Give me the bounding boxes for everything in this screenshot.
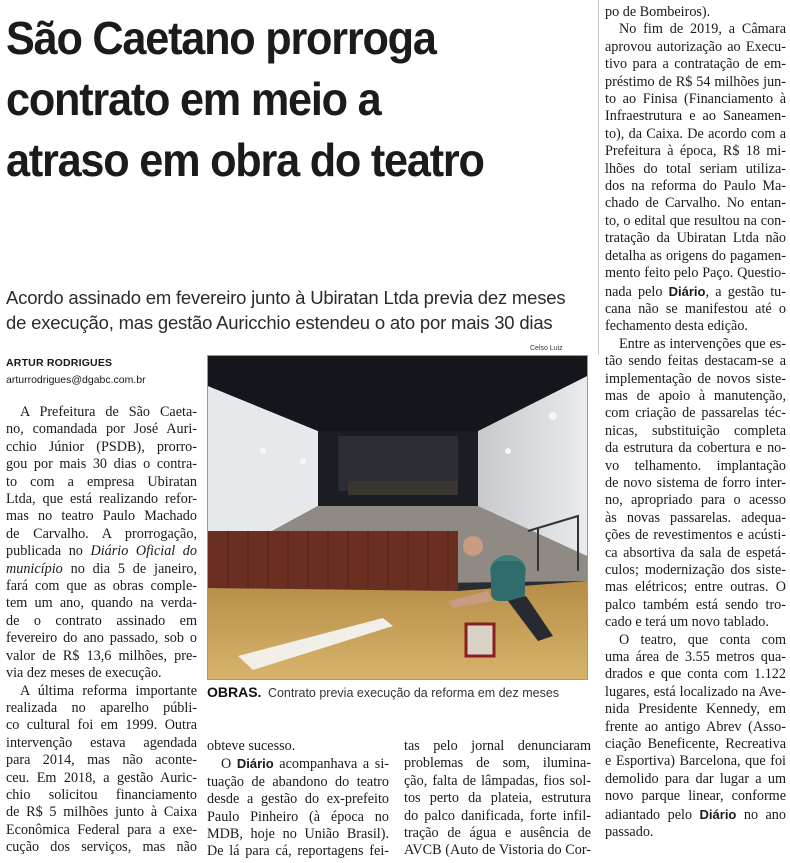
text-line: tratação da Ubiratan Ltda não <box>605 230 786 247</box>
text-line: passado. <box>605 824 654 841</box>
text-line: drados e que conta com 1.122 <box>605 666 786 683</box>
text-line: e Esportiva) Barcelona, que foi <box>605 753 786 770</box>
text-line: tos perto da plateia, estrutura <box>404 790 591 807</box>
text-line: nicas, substituição completa <box>605 422 786 439</box>
newspaper-name: Diário <box>236 756 274 772</box>
text-line: aprovou autorização ao Execu- <box>605 38 786 55</box>
paragraph <box>404 738 591 860</box>
text-line: cana não se manifestou até o <box>605 300 786 317</box>
text-line: fará com que as obras comple- <box>6 578 197 595</box>
article-column-2 <box>207 738 389 861</box>
text-line: cução dos serviços, mas não <box>6 839 197 856</box>
paragraph <box>207 755 389 860</box>
text-line: frente ao antigo Abrev (Asso- <box>605 718 786 735</box>
text-line <box>605 806 786 824</box>
text-line: ca absortiva da sala de espetá- <box>605 544 786 561</box>
text-line: da estrutura da cobertura e no- <box>605 440 786 457</box>
text-line: to), da Caixa. De acordo com a <box>605 125 786 142</box>
text-line <box>605 283 786 301</box>
text-line: tas pelo jornal denunciaram <box>404 738 591 754</box>
text-line: cado e terá um novo tablado. <box>605 614 769 631</box>
headline-line: contrato em meio a <box>6 73 381 125</box>
text-line: de novo sistema de forro inter- <box>605 474 786 491</box>
text-line: com criação de passarelas téc- <box>605 405 786 422</box>
text-line: tração de água e ausência de <box>404 825 591 842</box>
text-line: de R$ 5 milhões junto à Caixa <box>6 804 197 821</box>
article-column-4 <box>605 4 786 842</box>
text-line: po de Bombeiros). <box>605 4 711 20</box>
paragraph <box>605 4 786 21</box>
text-line: nida Presidente Kennedy, em <box>605 701 786 718</box>
text-line: O teatro, que conta com <box>619 631 786 648</box>
text-run: no dia 5 de janeiro, <box>62 560 197 577</box>
text-line: mas no teatro Paulo Machado <box>6 508 197 525</box>
paragraph <box>6 404 197 683</box>
text-line: vo telhamento. implantação <box>605 457 786 474</box>
text-line: Entre as intervenções que es- <box>619 335 786 352</box>
text-line: gou por mais 30 dias o contra- <box>6 456 197 473</box>
article-column-3 <box>404 738 591 860</box>
text-line: dos na reforma do Paulo Ma- <box>605 178 786 195</box>
author-email[interactable]: arturrodrigues@dgabc.com.br <box>6 374 146 386</box>
text-line: lugares, está localizado na Ave- <box>605 683 786 700</box>
text-line: culos; modernização dos siste- <box>605 562 786 578</box>
author-byline: ARTUR RODRIGUES <box>6 357 113 369</box>
text-line: palco também está sendo tro- <box>605 596 786 613</box>
text-run: no ano <box>736 806 786 823</box>
text-line: do palco danificada, forte infil- <box>404 807 591 824</box>
text-line: A última reforma importante <box>20 682 197 699</box>
newspaper-name: Diário <box>668 283 706 299</box>
text-line: fevereiro do ano passado, sob o <box>6 630 197 647</box>
text-line: to com a empresa Ubiratan <box>6 473 197 490</box>
text-line: Ltda, que está realizando refor- <box>6 491 197 508</box>
text-line: mas elétricos; entre outras. O <box>605 579 786 596</box>
text-line: Paulo Pinheiro (à época no <box>207 808 389 825</box>
text-line: valor de R$ 13,6 milhões, pre- <box>6 647 197 664</box>
text-line: ceu. Em 2018, a gestão Auric- <box>6 769 197 786</box>
article-column-1 <box>6 404 197 857</box>
text-line: intervenção estava agendada <box>6 734 197 751</box>
text-line: demolido para dar lugar a um <box>605 770 786 787</box>
text-run: nada pelo <box>605 283 669 300</box>
theater-renovation-photo <box>207 355 588 680</box>
text-line: AVCB (Auto de Vistoria do Cor- <box>404 842 591 859</box>
text-line: mento feito pelo Paço. Questio- <box>605 265 786 282</box>
text-line: para 2014, mas não aconte- <box>6 752 197 769</box>
caption-tag: OBRAS. <box>207 684 262 700</box>
subheadline-line: de execução, mas gestão Auricchio estendeu o ato por mais 30 dias <box>6 312 553 333</box>
text-line: chio solicitou financiamento <box>6 786 197 803</box>
text-line: desde a gestão do ex-prefeito <box>207 791 389 808</box>
text-line: novo parque linear, conforme <box>605 788 786 805</box>
text-line: às novas passarelas. adequa- <box>605 509 786 526</box>
text-line: De lá para cá, reportagens fei- <box>207 843 389 860</box>
text-line <box>207 755 389 773</box>
text-line: ção, falta de lâmpadas, fios sol- <box>404 772 591 789</box>
text-run: acompanhava a si- <box>273 756 389 773</box>
caption-text: Contrato previa execução da reforma em dez meses <box>267 686 560 700</box>
subheadline-line: Acordo assinado em fevereiro junto à Ubiratan Ltda previa dez meses <box>6 287 566 308</box>
newspaper-name: município <box>6 560 63 577</box>
text-line <box>6 543 197 560</box>
text-line: to, o edital que resultou na con- <box>605 212 786 229</box>
paragraph <box>207 738 389 755</box>
text-line: tuação de abandono do teatro <box>207 773 389 790</box>
text-line: fechamento desta edição. <box>605 318 748 335</box>
headline-line: São Caetano prorroga <box>6 12 436 64</box>
text-line: realizada no aparelho públi- <box>6 699 197 716</box>
headline <box>6 8 565 191</box>
text-line: co cultural foi em 1999. Outra <box>6 717 197 734</box>
text-line: Infraestrutura e ao Saneamen- <box>605 108 786 125</box>
text-line: uma área de 3.55 metros qua- <box>605 649 786 666</box>
newspaper-name: Diário <box>699 806 737 822</box>
text-line: tão sendo feitas destacam-se a <box>605 353 786 370</box>
text-line: lhões do total seriam utiliza- <box>605 160 786 177</box>
text-line: via dez meses de execução. <box>6 665 162 682</box>
text-line: MDB, hoje no União Brasil). <box>207 826 389 843</box>
paragraph <box>6 683 197 857</box>
text-line: obteve sucesso. <box>207 738 296 754</box>
text-line: Prefeitura à época, R$ 18 mi- <box>605 143 786 160</box>
text-line: ciação Beneficente, Recreativa <box>605 736 786 753</box>
subheadline <box>6 285 601 335</box>
paragraph <box>605 21 786 335</box>
text-line: A Prefeitura de São Caeta- <box>20 404 197 420</box>
text-run: , a gestão tu- <box>705 283 786 300</box>
text-line: No fim de 2019, a Câmara <box>619 21 786 38</box>
text-line: tivo para a contratação de em- <box>605 56 786 73</box>
paragraph <box>605 632 786 842</box>
text-run: adiantado pelo <box>605 806 700 823</box>
text-run: publicada no <box>6 543 91 560</box>
text-line: to ao Finisa (Financiamento à <box>605 91 786 108</box>
text-line: Econômica Federal para a exe- <box>6 821 197 838</box>
text-line: detalha as origens do pagamen- <box>605 247 786 264</box>
text-line <box>6 561 197 578</box>
photo-credit: Celso Luiz <box>530 345 563 352</box>
text-line: no, comandada por José Auri- <box>6 421 197 438</box>
text-line: mas de apoio à manutenção, <box>605 387 786 404</box>
text-line: ções de revestimentos e acústi- <box>605 527 786 544</box>
text-line: chado de Carvalho. No entan- <box>605 195 786 212</box>
paragraph <box>605 336 786 632</box>
newspaper-name: Diário Oficial do <box>90 543 197 560</box>
text-line: problemas de som, ilumina- <box>404 755 591 772</box>
text-line: préstimo de R$ 54 milhões jun- <box>605 73 786 90</box>
text-line: no, apropriado para o acesso <box>605 492 786 509</box>
text-line: de o contrato assinado em <box>6 612 197 629</box>
text-line: cchio Júnior (PSDB), prorro- <box>6 438 197 455</box>
photo-caption <box>207 684 586 700</box>
text-line: tem um ano, quando na verda- <box>6 595 197 612</box>
text-run: O <box>221 756 237 773</box>
text-line: implementação de novos siste- <box>605 370 786 387</box>
text-line: de Carvalho. A prorrogação, <box>6 525 197 542</box>
headline-line: atraso em obra do teatro <box>6 134 484 186</box>
theater-photo-illustration <box>208 356 587 679</box>
